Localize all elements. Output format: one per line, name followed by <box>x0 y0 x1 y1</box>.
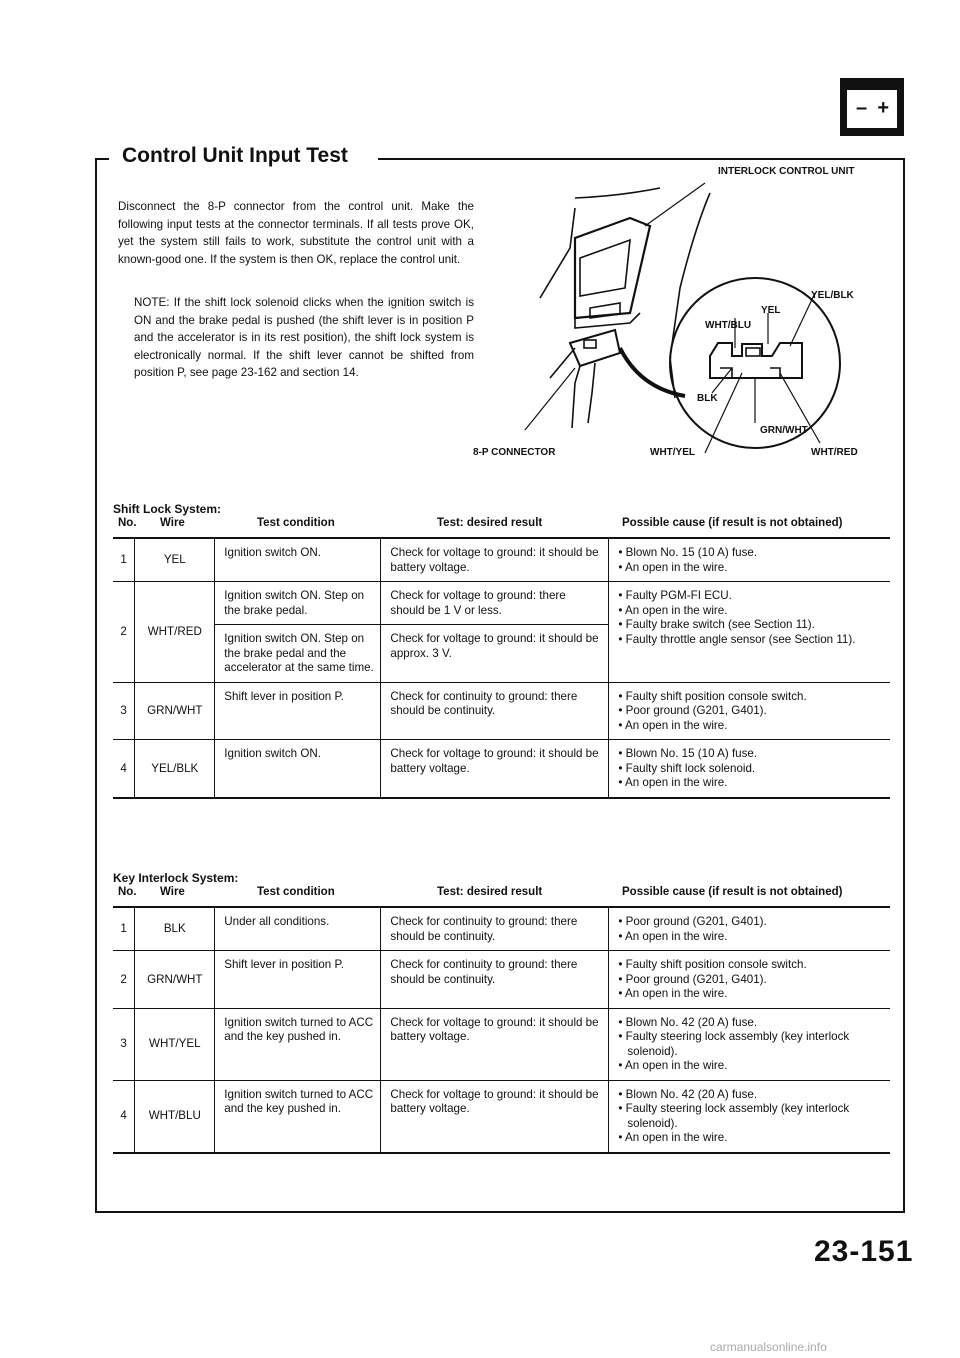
shift-lock-table <box>113 537 890 799</box>
label-blk: BLK <box>697 393 718 404</box>
header-wire: Wire <box>160 517 185 529</box>
header-wire-2: Wire <box>160 886 185 898</box>
key-interlock-table <box>113 906 890 1154</box>
frame-left <box>95 158 97 1213</box>
table-row: Ignition switch ON. Step on the brake pedal and the accelerator at the same time. Check for voltage to ground: it should be approx. 3 V. <box>113 625 890 683</box>
battery-icon: – + <box>840 78 904 136</box>
frame-top-right <box>378 158 903 160</box>
key-interlock-title: Key Interlock System: <box>113 871 239 885</box>
connector-diagram <box>480 168 900 468</box>
frame-right <box>903 158 905 1213</box>
header-cause: Possible cause (if result is not obtained) <box>622 517 843 529</box>
header-no-2: No. <box>118 886 137 898</box>
table-row: 3 GRN/WHT Shift lever in position P. Check for continuity to ground: there should be continuity. • Faulty shift position console switch. • Poor ground (G201, G401). • An open in the wire. <box>113 682 890 740</box>
page-number: 23-151 <box>814 1235 914 1268</box>
table-row: 2 GRN/WHT Shift lever in position P. Check for continuity to ground: there should be continuity. • Faulty shift position console switch. • Poor ground (G201, G401). • An open in the wire. <box>113 951 890 1009</box>
note-paragraph: NOTE: If the shift lock solenoid clicks when the ignition switch is ON and the brake pedal is pushed (the shift lever is in position P and the accelerator is in its rest position), the shift lock system is electronically normal. If the shift lever cannot be shifted from position P, see page 23-162 and section 14. <box>134 296 474 379</box>
header-condition-2: Test condition <box>257 886 335 898</box>
frame-bottom <box>95 1211 905 1213</box>
watermark: carmanualsonline.info <box>710 1340 827 1354</box>
label-wht-blu: WHT/BLU <box>705 320 752 331</box>
label-8p-connector: 8-P CONNECTOR <box>473 447 556 458</box>
table-row: 4 WHT/BLU Ignition switch turned to ACC and the key pushed in. Check for voltage to ground: it should be battery voltage. • Blown No. 42 (20 A) fuse. • Faulty steering lock assembly (key interlock solenoid). • An open in the wire. <box>113 1080 890 1153</box>
header-no: No. <box>118 517 137 529</box>
table-row: 3 WHT/YEL Ignition switch turned to ACC and the key pushed in. Check for voltage to ground: it should be battery voltage. • Blown No. 42 (20 A) fuse. • Faulty steering lock assembly (key interlock solenoid). • An open in the wire. <box>113 1008 890 1080</box>
header-result-2: Test: desired result <box>437 886 543 898</box>
table-row: 1 BLK Under all conditions. Check for continuity to ground: there should be continuity. • Poor ground (G201, G401). • An open in the wire. <box>113 907 890 951</box>
label-grn-wht: GRN/WHT <box>760 425 808 436</box>
label-yel: YEL <box>761 305 781 316</box>
frame-top-left <box>95 158 109 160</box>
label-interlock-unit: INTERLOCK CONTROL UNIT <box>718 166 855 177</box>
table-row: 2 WHT/RED Ignition switch ON. Step on the brake pedal. Check for voltage to ground: there should be 1 V or less. • Faulty PGM-FI ECU. • An open in the wire. • Faulty brake switch (see Section 11). • Faulty throttle angle sensor (see Section 11). <box>113 582 890 625</box>
table-row: 1 YEL Ignition switch ON. Check for voltage to ground: it should be battery voltage. • Blown No. 15 (10 A) fuse. • An open in the wire. <box>113 538 890 582</box>
header-cause-2: Possible cause (if result is not obtained) <box>622 886 843 898</box>
page-title: Control Unit Input Test <box>118 144 352 168</box>
label-wht-red: WHT/RED <box>811 447 858 458</box>
intro-paragraph: Disconnect the 8-P connector from the control unit. Make the following input tests at the connector terminals. If all tests prove OK, yet the system still fails to work, substitute the control unit with a known-good one. If the system is then OK, replace the control unit. <box>118 200 474 266</box>
shift-lock-title: Shift Lock System: <box>113 502 222 516</box>
header-result: Test: desired result <box>437 517 543 529</box>
label-wht-yel: WHT/YEL <box>650 447 695 458</box>
header-condition: Test condition <box>257 517 335 529</box>
label-yel-blk: YEL/BLK <box>811 290 854 301</box>
table-row: 4 YEL/BLK Ignition switch ON. Check for voltage to ground: it should be battery voltage. • Blown No. 15 (10 A) fuse. • Faulty shift lock solenoid. • An open in the wire. <box>113 740 890 798</box>
